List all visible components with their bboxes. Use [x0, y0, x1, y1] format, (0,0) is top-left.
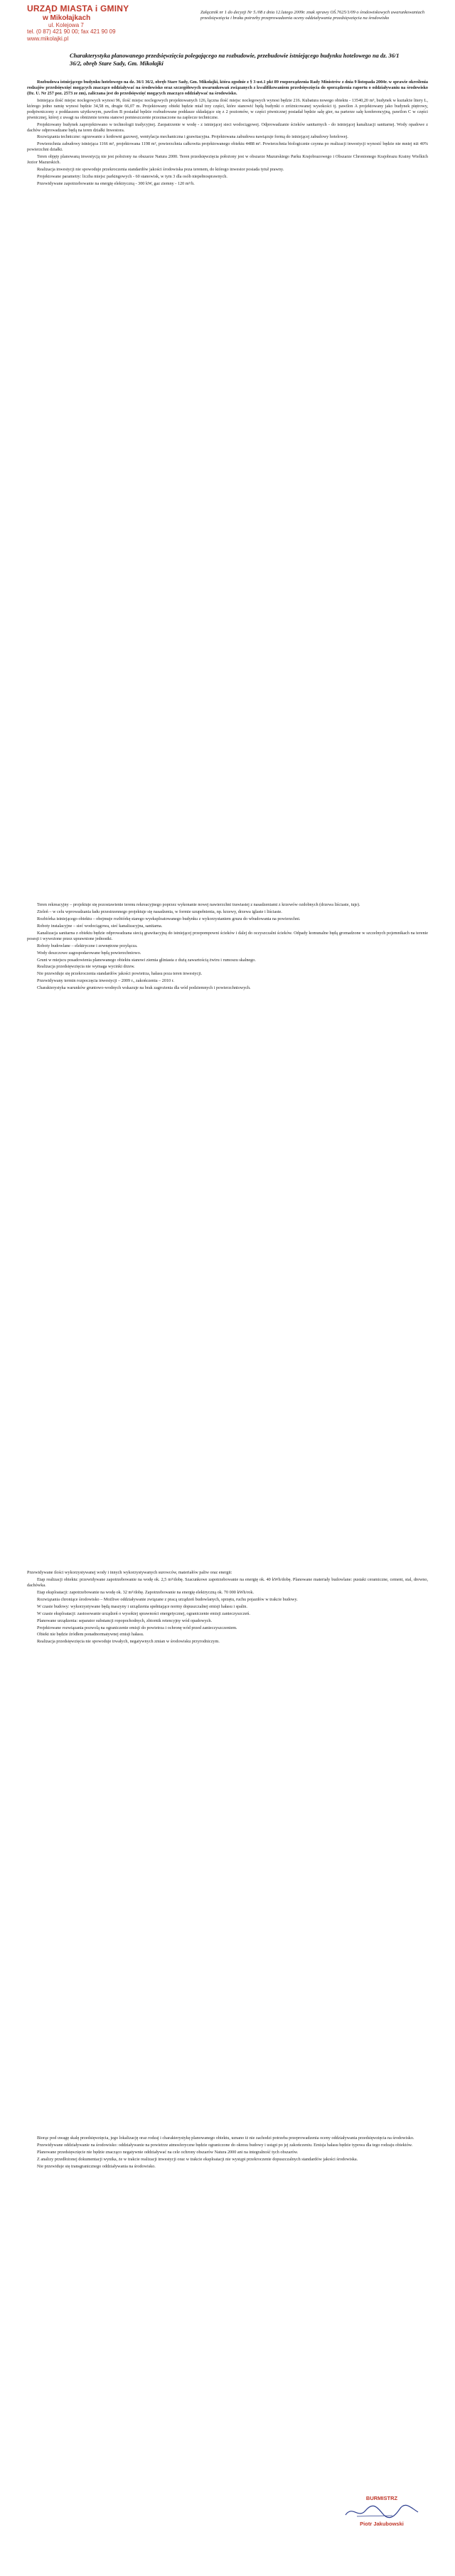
office-address: ul. Kolejowa 7 — [48, 22, 84, 29]
paragraph: Realizacja przedsięwzięcia nie wymaga wycinki drzew. — [37, 964, 135, 970]
paragraph: Przewidywane ilości wykorzystywanej wody i innych wykorzystywanych surowców, materiałów paliw oraz energii: — [27, 1570, 232, 1575]
paragraph: Rozbiórka istniejącego obiektu – obejmuje rozbiórkę starego wyeksploatowanego budynku z wykorzystaniem gruzu do wbudowania na powierzchni. — [37, 916, 301, 921]
paragraph: Planowane urządzenia: separator substancji ropopochodnych, zbiornik retencyjny wód opadowych. — [37, 1618, 213, 1623]
paragraph: Przewidywany termin rozpoczęcia inwestycji – 2009 r., zakończenia – 2010 r. — [37, 978, 174, 984]
handwritten-signature — [336, 2502, 428, 2521]
paragraph: Kanalizacja sanitarna z obiektu będzie odprowadzana siecią grawitacyjną do istniejącej przepompowni ścieków i dalej do oczyszczalni ścieków. Odpady komunalne będą gromadzone w szczelnych pojemnikach na terenie posesji i wywożone przez uprawnione jednostki. — [27, 930, 428, 941]
section-resources — [27, 1570, 428, 2124]
section-conclusion — [27, 2136, 428, 2441]
paragraph: Planowane przedsięwzięcie nie będzie znacząco negatywnie oddziaływać na cele ochrony obszarów Natura 2000 ani na integralność tych obszarów. — [37, 2149, 299, 2155]
paragraph: Realizacja przedsięwzięcia nie spowoduje trwałych, negatywnych zmian w środowisku przyrodniczym. — [37, 1639, 220, 1645]
section-description — [27, 80, 428, 669]
paragraph: Projektowane parametry: liczba miejsc parkingowych - 60 stanowisk, w tym 3 dla osób niepełnosprawnych. — [37, 174, 228, 180]
paragraph: Powierzchnia zabudowy istniejąca 1166 m², projektowana 1198 m², powierzchnia całkowita projektowanego obiektu 4488 m². Powierzchnia biologicznie czynna po realizacji inwestycji wynosić będzie nie mniej niż 40% powierzchni działki. — [27, 141, 428, 153]
signature-stamp — [336, 2495, 428, 2528]
signature-name: Piotr Jakubowski — [360, 2520, 404, 2527]
office-sub: w Mikołajkach — [43, 13, 91, 22]
paragraph: Nie przewiduje się transgranicznego oddziaływania na środowisko. — [37, 2163, 156, 2169]
paragraph: Wody deszczowe zagospodarowane będą powierzchniowo. — [37, 950, 141, 956]
paragraph: Biorąc pod uwagę skalę przedsięwzięcia, jego lokalizację oraz rodzaj i charakterystykę planowanego obiektu, uznano iż nie zachodzi potrzeba przeprowadzenia oceny oddziaływania przedsięwzięcia na środowisko. — [37, 2136, 414, 2141]
paragraph: Przewidywane zapotrzebowanie na energię elektryczną - 300 kW, gaz ziemny - 120 m³/h. — [37, 181, 195, 186]
paragraph: Projektowany budynek zaprojektowano w technologii tradycyjnej. Zaopatrzenie w wodę - z istniejącej sieci wodociągowej. Odprowadzanie ścieków sanitarnych - do istniejącej kanalizacji sanitarnej. Wody opadowe z dachów odprowadzane będą na teren działki Inwestora. — [27, 121, 428, 133]
paragraph: Etap realizacji obiektu: przewidywane zapotrzebowanie na wodę ok. 2,5 m³/dobę. Szacunkowe zapotrzebowanie na energię ok. 40 kWh/dobę. Planowane materiały budowlane: pustaki ceramiczne, cement, stal, drewno, dachówka. — [27, 1576, 428, 1588]
paragraph: Grunt w miejscu posadowienia planowanego obiektu stanowi ziemia gliniasta z dużą zawartością żwiru i rumoszu skalnego. — [37, 957, 256, 963]
section-works — [27, 902, 428, 1471]
paragraph: Obiekt nie będzie źródłem ponadnormatywnej emisji hałasu. — [37, 1632, 144, 1638]
reference-note: Załącznik nr 1 do decyzji Nr 5./08 z dnia 12.lutego 2009r. znak sprawy OŚ.7625/1/09 o środowiskowych uwarunkowaniach przedsięwzięcia i braku potrzeby przeprowadzenia oceny oddziaływania przedsięwzięcia na środowisko — [200, 10, 425, 21]
office-name: URZĄD MIASTA i GMINY — [27, 4, 129, 13]
paragraph: Teren objęty planowaną inwestycją nie jest położony na obszarze Natura 2000. Teren przedsięwzięcia położony jest w obszarze Mazurskiego Parku Krajobrazowego i Obszarze Chronionego Krajobrazu Krainy Wielkich Jezior Mazurskich. — [27, 154, 428, 166]
signature-role: BURMISTRZ — [365, 2495, 398, 2501]
signature-scribble-icon — [343, 2502, 421, 2521]
paragraph: W czasie eksploatacji: zastosowanie urządzeń o wysokiej sprawności energetycznej, ograniczenie emisji zanieczyszczeń. — [37, 1611, 250, 1616]
paragraph: Rozwiązania chroniące środowisko – Możliwe oddziaływanie związane z pracą urządzeń budowlanych, sprzętu, ruchu pojazdów w trakcie budowy. — [37, 1596, 298, 1602]
paragraph: Charakterystyka warunków gruntowo-wodnych wskazuje na brak zagrożenia dla wód podziemnych i powierzchniowych. — [37, 985, 251, 991]
paragraph: Projektowane rozwiązania pozwolą na ograniczenie emisji do powietrza i ochronę wód przed zanieczyszczeniem. — [37, 1625, 237, 1630]
paragraph: Z analizy przedłożonej dokumentacji wynika, że w trakcie realizacji inwestycji oraz w trakcie eksploatacji nie wystąpi przekroczenie dopuszczalnych standardów jakości środowiska. — [37, 2156, 358, 2162]
paragraph: Zieleń – w celu wprowadzania ładu przestrzennego projektuje się nasadzenia, w formie uzupełnienia, np. krzewy, drzewa iglaste i liściaste. — [37, 909, 282, 914]
paragraph: Realizacja inwestycji nie spowoduje przekroczenia standardów jakości środowiska poza terenem, do którego inwestor posiada tytuł prawny. — [37, 167, 284, 173]
paragraph: Istniejąca ilość miejsc noclegowych wynosi 96, ilość miejsc noclegowych projektowanych 126, łączna ilość miejsc noclegowych wynosi będzie 216. Kubatura nowego obiektu - 13540,20 m³, budynek w kształcie litery L, którego jedno ramię wynosi będzie 34,58 m, drugie 66,07 m. Projektowany obiekt będzie miał trzy części, które stanowić będą budynki o zróżnicowanej wysokości tj. pawilon A projektowany jako budynek piętrowy, podpiwniczony z poddaszem użytkowym, pawilon B posiadał będzie rozbudowane poddasze składające się z 2 poziomów, w części piwnicznej posiadał będzie salę gier, na parterze salę konferencyjną, pawilon C w części piwnicznej, której z uwagi na obniżenie terenu stanowi pomieszczenie przeznaczone na zaplecze techniczne. — [27, 97, 428, 120]
office-stamp — [27, 4, 155, 42]
paragraph: Rozbudowa istniejącego budynku hotelowego na dz. 36/1 36/2, obręb Stare Sady, Gm. Mikołajki, która zgodnie z § 3 ust.1 pkt 89 rozporządzenia Rady Ministrów z dnia 9 listopada 2004r. w sprawie określenia rodzajów przedsięwzięć mogących znacząco oddziaływać na środowisko oraz szczegółowych uwarunkowań związanych z kwalifikowaniem przedsięwzięcia do sporządzenia raportu o oddziaływaniu na środowisko (Dz. U. Nr 257 poz. 2573 ze zm), zaliczana jest do przedsięwzięć mogących znacząco oddziaływać na środowisko. — [27, 80, 428, 96]
paragraph: Etap eksploatacji: zapotrzebowanie na wodę ok. 32 m³/dobę. Zapotrzebowanie na energię elektryczną ok. 70 000 kWh/rok. — [37, 1589, 254, 1595]
paragraph: Roboty budowlane – elektryczne i zewnętrzne przyłącza. — [37, 943, 138, 948]
paragraph: Nie przewiduje się przekroczenia standardów jakości powietrza, hałasu poza teren inwestycji. — [37, 971, 203, 977]
paragraph: Przewidywane oddziaływanie na środowisko: oddziaływanie na powietrze atmosferyczne będzie ograniczone do okresu budowy i ustąpi po jej zakończeniu. Emisja hałasu będzie typowa dla tego rodzaju obiektów. — [37, 2142, 413, 2148]
paragraph: Roboty instalacyjne – sieć wodociągowa, sieć kanalizacyjna, sanitarna. — [37, 923, 163, 929]
paragraph: W czasie budowy: wykorzystywane będą maszyny i urządzenia spełniające normy dopuszczalnej emisji hałasu i spalin. — [37, 1603, 247, 1609]
office-phone: tel. (0 87) 421 90 00; fax 421 90 09 — [27, 28, 116, 36]
document-title: Charakterystyka planowanego przedsięwzięcia polegającego na rozbudowie, przebudowie istniejącego budynku hotelowego na dz. 36/1 36/2, obręb Stare Sady, Gm. Mikołajki — [70, 53, 400, 67]
paragraph: Teren rekreacyjny – projektuje się pozostawienie terenu rekreacyjnego poprzez wykonanie nowej nawierzchni trawiastej z nasadzeniami z krzewów ozdobnych (drzewa liściaste, tuje). — [37, 902, 360, 907]
office-web: www.mikolajki.pl — [27, 35, 69, 42]
paragraph: Rozwiązania techniczne: ogrzewanie z kotłowni gazowej, wentylacja mechaniczna i grawitacyjna. Projektowana zabudowa nawiązuje formą do istniejącej zabudowy hotelowej. — [37, 134, 348, 140]
